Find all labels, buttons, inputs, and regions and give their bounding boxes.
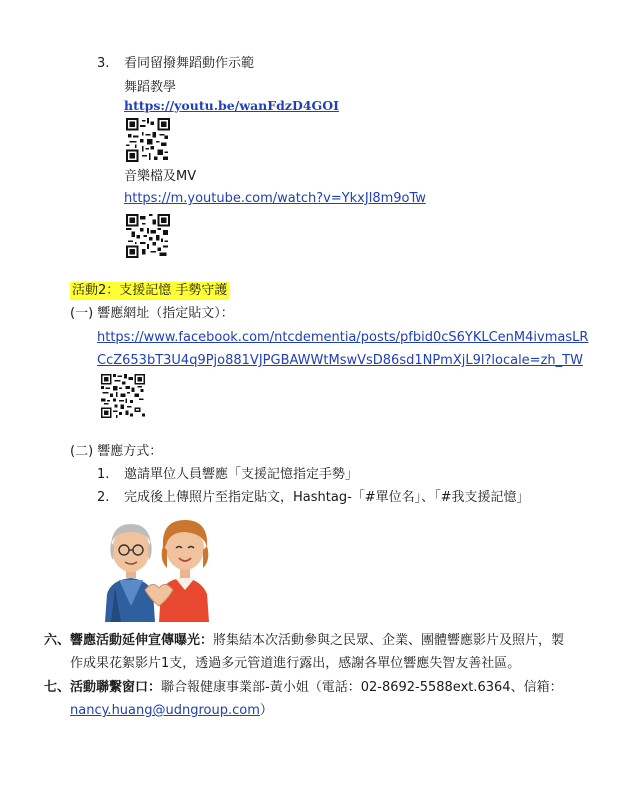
section7-text1: 聯合報健康事業部-黃小姐（電話：02-8692-5588ext.6364、信箱： xyxy=(161,680,563,695)
section7-prefix: 七、 xyxy=(44,680,71,695)
music-video-link[interactable]: https://m.youtube.com/watch?v=YkxJl8m9oTw xyxy=(124,191,426,206)
facebook-post-link-line1[interactable]: https://www.facebook.com/ntcdementia/posts/pfbid0cS6YKLCenM4ivmasLR xyxy=(97,330,589,345)
qr-code-icon xyxy=(101,374,145,418)
step-2-number: 2. xyxy=(97,490,110,505)
sub1-label: (一) 響應網址（指定貼文）： xyxy=(70,306,234,321)
elderly-couple-heart-gesture-illustration xyxy=(97,510,217,622)
item3-title: 看同留撥舞蹈動作示範 xyxy=(124,56,255,71)
section7-heading: 活動聯繫窗口： xyxy=(70,680,162,695)
music-label: 音樂檔及MV xyxy=(124,169,197,184)
section7-line2 xyxy=(70,702,273,720)
item3-number: 3. xyxy=(97,56,110,71)
qr-code-icon xyxy=(126,118,170,162)
section7-line1 xyxy=(70,679,563,697)
facebook-post-link-line2[interactable]: CcZ653bT3U4q9Pjo881VJPGBAWWtMswVsD86sd1NPmXjL9l?locale=zh_TW xyxy=(97,353,583,368)
step-1-number: 1. xyxy=(97,467,110,482)
activity2-title: 活動2：支援記憶 手勢守護 xyxy=(72,283,228,298)
step-1-text: 邀請單位人員響應「支援記憶指定手勢」 xyxy=(124,467,359,482)
section6-prefix: 六、 xyxy=(44,633,71,648)
section6-line1 xyxy=(70,632,564,650)
contact-email-link[interactable]: nancy.huang@udngroup.com xyxy=(70,703,260,718)
section6-text2: 作成果花絮影片1支，透過多元管道進行露出，感謝各單位響應失智友善社區。 xyxy=(70,656,521,671)
dance-tutorial-link[interactable]: https://youtu.be/wanFdzD4GOI xyxy=(124,98,339,113)
section6-text1: 將集結本次活動參與之民眾、企業、團體響應影片及照片，製 xyxy=(213,633,565,648)
section7-text2: ） xyxy=(259,703,273,718)
dance-label: 舞蹈教學 xyxy=(124,80,177,95)
qr-code-icon xyxy=(126,214,170,258)
section6-heading: 響應活動延伸宣傳曝光： xyxy=(70,633,214,648)
step-2-text: 完成後上傳照片至指定貼文，Hashtag-「#單位名」、「#我支援記憶」 xyxy=(124,490,530,505)
sub2-label: (二) 響應方式： xyxy=(70,444,163,459)
